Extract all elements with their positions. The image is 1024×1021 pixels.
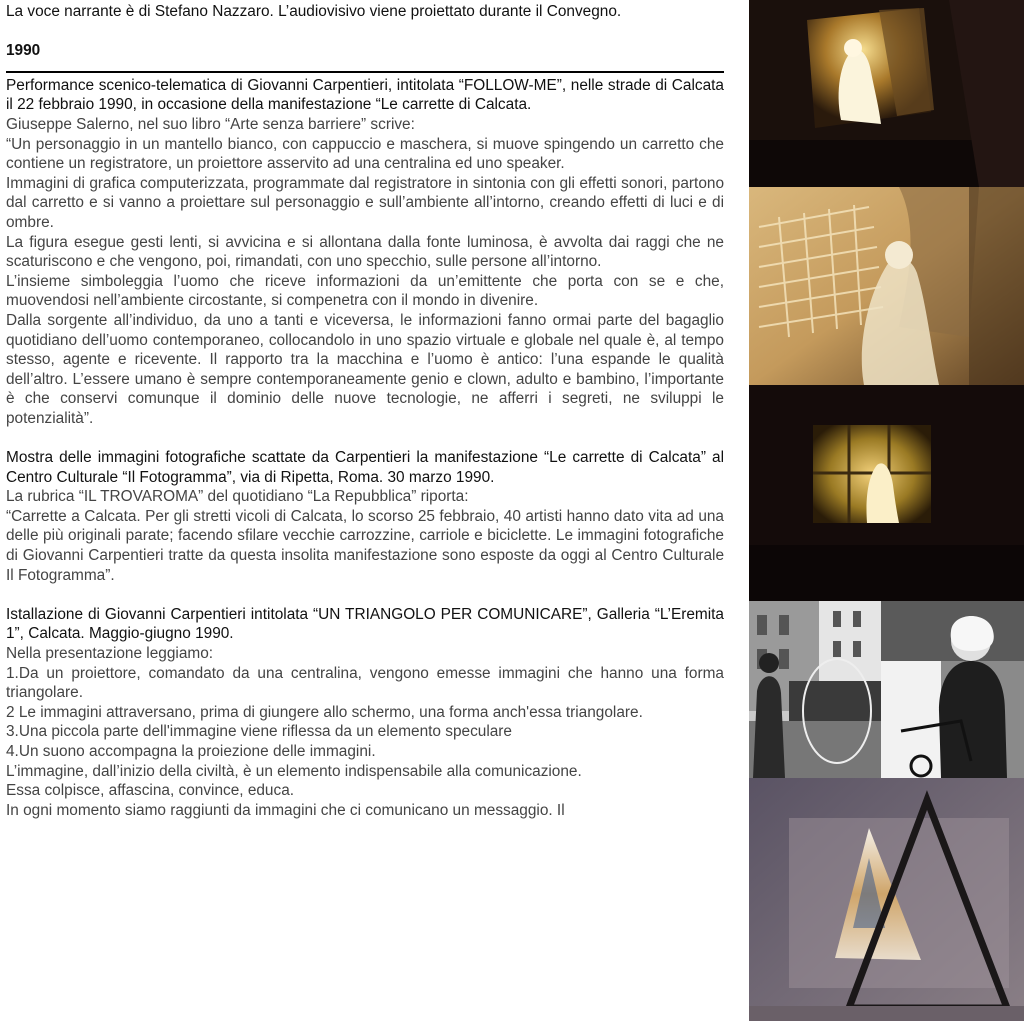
triangolo-paragraph: 1.Da un proiettore, comandato da una centralina, vengono emesse immagini che hanno una forma triangolare.: [6, 664, 724, 702]
follow-me-paragraph: “Un personaggio in un mantello bianco, con cappuccio e maschera, si muove spingendo un carretto che contiene un registratore, un proiettore asservito ad una centralina ed uno speaker.: [6, 135, 724, 173]
photo-projection-grid-figure: [749, 187, 1024, 385]
follow-me-paragraph: Immagini di grafica computerizzata, programmate dal registratore in sintonia con gli effetti sonori, partono dal carretto e si vanno a proiettare sul personaggio e sull’ambiente all’intorno, creando effetti di luci e di ombre.: [6, 174, 724, 231]
triangolo-paragraph: 4.Un suono accompagna la proiezione delle immagini.: [6, 742, 376, 760]
intro-line: La voce narrante è di Stefano Nazzaro. L’audiovisivo viene proiettato durante il Convegno.: [6, 3, 622, 20]
follow-me-paragraph: Giuseppe Salerno, nel suo libro “Arte senza barriere” scrive:: [6, 115, 415, 133]
section-divider: [6, 71, 724, 73]
photo-triangle-installation: [749, 778, 1024, 1021]
triangolo-paragraph: Essa colpisce, affascina, convince, educa.: [6, 782, 295, 800]
spacer: [6, 22, 724, 42]
photo-bw-street-procession: [749, 601, 881, 778]
photo-bw-person-with-cart: [881, 601, 1024, 778]
spacer: [6, 585, 724, 605]
triangolo-paragraph: L’immagine, dall’inizio della civiltà, è un elemento indispensabile alla comunicazione.: [6, 762, 582, 780]
triangolo-paragraph: In ogni momento siamo raggiunti da immagini che ci comunicano un messaggio. Il: [6, 801, 565, 819]
follow-me-paragraph: La figura esegue gesti lenti, si avvicina e si allontana dalla fonte luminosa, è avvolta dai raggi che ne scaturiscono e che vengono, poi, rimandati, con uno specchio, sulle persone all’intorno.: [6, 233, 724, 271]
mostra-paragraph: “Carrette a Calcata. Per gli stretti vicoli di Calcata, lo scorso 25 febbraio, 40 artisti hanno dato vita ad una delle più originali parate; facendo sfilare vecchie carrozzine, carriole e biciclette. Le immagini fotografiche di Giovanni Carpentieri tratte da questa insolita manifestazione sono esposte da oggi al Centro Culturale Il Fotogramma”.: [6, 507, 724, 584]
triangolo-title: Istallazione di Giovanni Carpentieri intitolata “UN TRIANGOLO PER COMUNICARE”, Galleria “L’Eremita 1”, Calcata. Maggio-giugno 1990.: [6, 605, 724, 643]
spacer: [6, 428, 724, 448]
photo-strip: [749, 0, 1024, 1021]
triangolo-paragraph: Nella presentazione leggiamo:: [6, 645, 214, 662]
mostra-paragraph: La rubrica “IL TROVAROMA” del quotidiano “La Repubblica” riporta:: [6, 488, 469, 506]
follow-me-paragraph: L’insieme simboleggia l’uomo che riceve informazioni da un’emittente che porta con se e che, muovendosi nell’ambiente circostante, si compenetra con il mondo in divenire.: [6, 272, 724, 310]
photo-dark-lit-window: [749, 385, 1024, 601]
document-text-column: [6, 2, 724, 820]
triangolo-paragraph: 3.Una piccola parte dell'immagine viene riflessa da un elemento speculare: [6, 723, 512, 741]
photo-night-window-figure: [749, 0, 1024, 187]
follow-me-paragraph: Dalla sorgente all’individuo, da uno a tanti e viceversa, le informazioni fanno ormai parte del bagaglio quotidiano dell’uomo contemporaneo, collocandolo in uno spazio virtuale e globale nel quale è, al tempo stesso, agente e ricevente. Il rapporto tra la macchina e l’uomo è antico: l’una espande le qualità dell’altro. L’essere umano è sempre contemporaneamente genio e clown, adulto e bambino, l’importante è che conservi comunque il dominio delle nuove tecnologie, ne afferri i segreti, ne sviluppi le potenzialità”.: [6, 311, 724, 427]
triangolo-paragraph: 2 Le immagini attraversano, prima di giungere allo schermo, una forma anch'essa triangolare.: [6, 703, 643, 721]
year-heading: 1990: [6, 42, 41, 60]
mostra-title: Mostra delle immagini fotografiche scattate da Carpentieri la manifestazione “Le carrette di Calcata” al Centro Culturale “Il Fotogramma”, via di Ripetta, Roma. 30 marzo 1990.: [6, 449, 724, 486]
follow-me-title: Performance scenico-telematica di Giovanni Carpentieri, intitolata “FOLLOW-ME”, nelle strade di Calcata il 22 febbraio 1990, in occasione della manifestazione “Le carrette di Calcata.: [6, 76, 724, 114]
